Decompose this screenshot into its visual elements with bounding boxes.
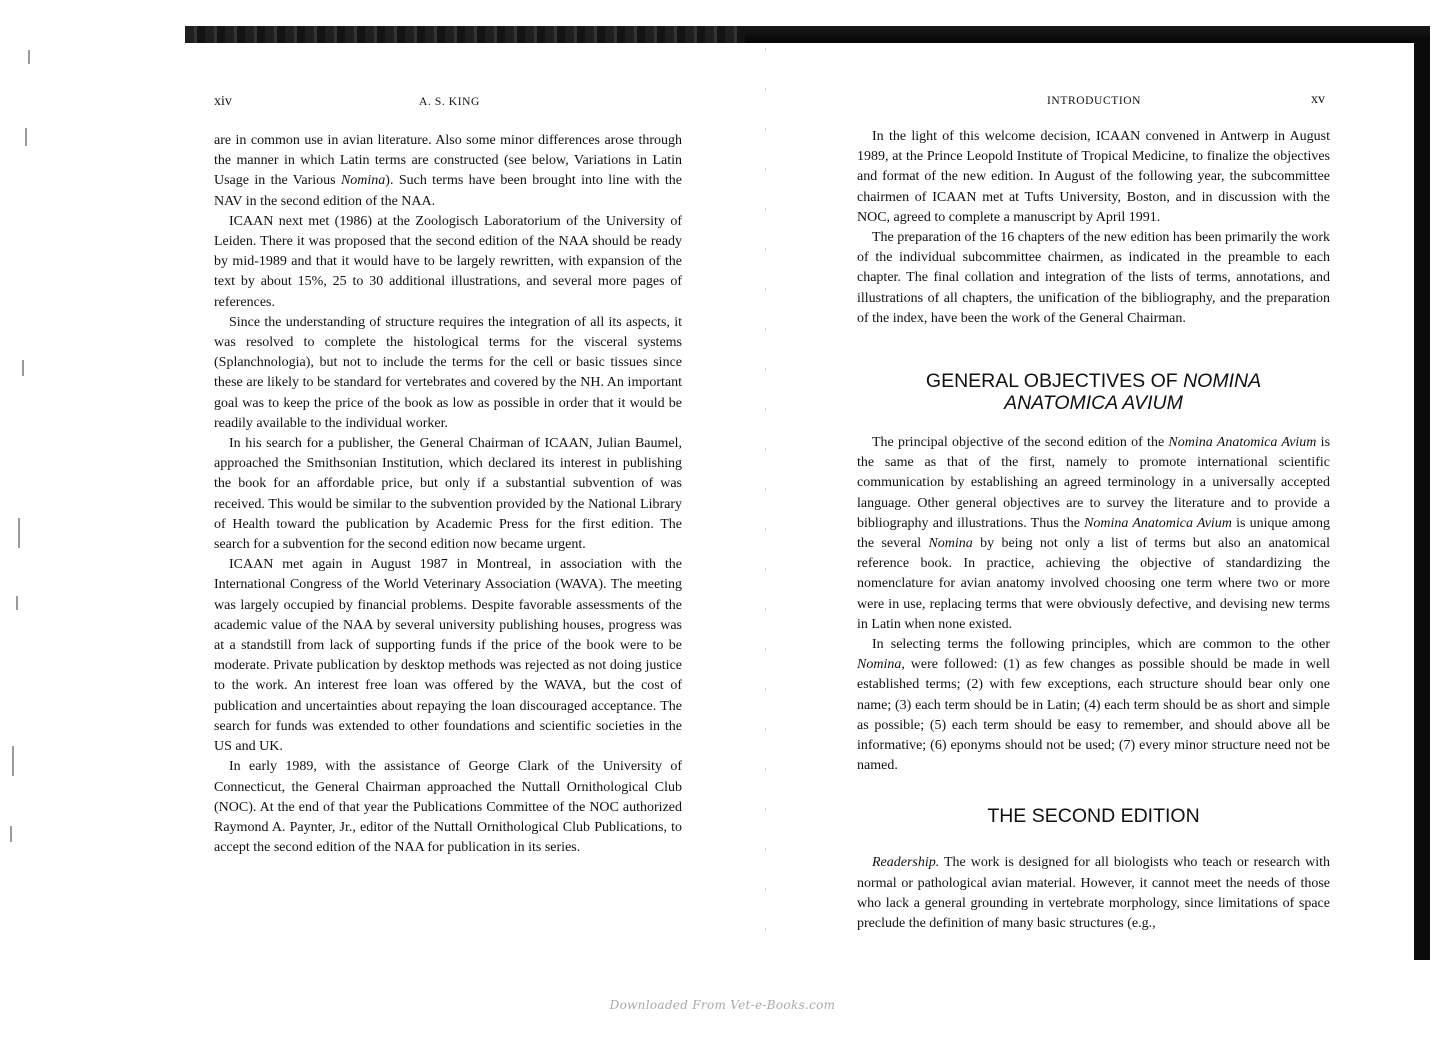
scan-speck	[25, 128, 27, 146]
heading-objectives-italic-1: NOMINA	[1183, 370, 1262, 393]
right-paragraph-3: The principal objective of the second edition of the Nomina Anatomica Avium is the same as that of the first, namely to promote international scientific communication by establishing an agreed terminology in a universally accepted language. Other general objectives are to survey the literature and to provide a bibliography and illustrations. Thus the Nomina Anatomica Avium is unique among the several Nomina by being not only a list of terms but also an anatomical reference book. In practice, achieving the objective of standardizing the nomenclature for avian anatomy involved choosing one term where two or more were in use, replacing terms that were obviously defective, and devising new terms in Latin when none existed.	[857, 435, 1331, 632]
right-paragraph-2: The preparation of the 16 chapters of the new edition has been primarily the work of the individual subcommittee chairmen, as indicated in the preamble to each chapter. The final collation and integration of the lists of terms, annotations, and illustrations of all chapters, the unification of the bibliography, and the preparation of the index, have been the work of the General Chairman.	[857, 230, 1330, 326]
readership-text: The work is designed for all biologists who teach or research with normal or pathological avian material. However, it cannot meet the needs of those who lack a general grounding in vertebrate morphology, since limitations of space preclude the definition of many basic structures (e.g.,	[857, 855, 1330, 932]
download-watermark: Downloaded From Vet-e-Books.com	[609, 998, 836, 1012]
right-page-text	[857, 127, 1330, 934]
left-paragraph-6: In early 1989, with the assistance of George Clark of the University of Connecticut, the General Chairman approached the Nuttall Ornithological Club (NOC). At the end of that year the Publications Committee of the NOC authorized Raymond A. Paynter, Jr., editor of the Nuttall Ornithological Club Publications, to accept the second edition of the NAA for publication in its series.	[214, 759, 682, 856]
left-paragraph-5: ICAAN met again in August 1987 in Montreal, in association with the International Congress of the World Veterinary Association (WAVA). The meeting was largely occupied by financial problems. Despite favorable assessments of the academic value of the NAA by several university publishing houses, progress was at a standstill from lack of supporting funds if the price of the book were to be moderate. Private publication by desktop methods was rejected as not doing justice to the work. An interest free loan was offered by the WAVA, but the cost of publication and uncertainties about repaying the loan discouraged acceptance. The search for funds was extended to other foundations and scientific societies in the US and UK.	[214, 557, 682, 755]
left-page-text	[214, 131, 682, 858]
scan-speck	[16, 596, 18, 610]
right-paragraph-4: In selecting terms the following principles, which are common to the other Nomina, were followed: (1) as few changes as possible should be made in well established terms; (2) with few exceptions, each structure should bear only one name; (3) each term should be in Latin; (4) each term should be as short and simple as possible; (5) each term should be easy to remember, and should above all be informative; (6) eponyms should not be used; (7) every minor structure need not be named.	[857, 637, 1330, 774]
scan-speck	[28, 50, 30, 64]
right-paragraph-1: In the light of this welcome decision, ICAAN convened in Antwerp in August 1989, at the Prince Leopold Institute of Tropical Medicine, to finalize the objectives and format of the new edition. In August of the following year, the subcommittee chairmen of ICAAN met at Tufts University, Boston, and in discussion with the NOC, agreed to complete a manuscript by April 1991.	[857, 129, 1330, 225]
scan-speck	[18, 518, 20, 548]
left-folio: xiv	[214, 94, 232, 109]
right-running-head: INTRODUCTION	[1047, 95, 1142, 107]
book-gutter	[765, 48, 766, 948]
scan-speck	[12, 746, 14, 776]
para-1-part-b: ). Such terms have been brought into line with the NAV in the second edition of the NAA.	[214, 173, 682, 209]
para-1-italic-nomina: Nomina	[340, 173, 386, 189]
heading-objectives-italic-2: ANATOMICA AVIUM	[1004, 392, 1183, 415]
left-running-head: A. S. KING	[419, 96, 480, 108]
left-paragraph-2: ICAAN next met (1986) at the Zoologisch Laboratorium of the University of Leiden. There it was proposed that the second edition of the NAA should be ready by mid-1989 and that it would have to be largely rewritten, with expansion of the text by about 15%, 25 to 30 additional illustrations, and several more pages of references.	[214, 213, 682, 310]
scan-right-edge-shadow	[1414, 40, 1430, 960]
heading-second-edition: THE SECOND EDITION	[987, 805, 1200, 828]
scan-speck	[22, 360, 24, 376]
heading-objectives-plain: GENERAL OBJECTIVES OF	[925, 370, 1184, 393]
right-paragraph-readership	[857, 853, 1330, 934]
left-paragraph-4: In his search for a publisher, the General Chairman of ICAAN, Julian Baumel, approached the Smithsonian Institution, which declared its interest in publishing the book for an affordable price, but only if a substantial subvention of was received. This would be similar to the subvention provided by the National Library of Health toward the publication by Academic Press for the first edition. The search for a subvention for the second edition now became urgent.	[214, 436, 682, 553]
scan-speck	[10, 826, 12, 842]
scan-top-shadow-texture	[185, 26, 745, 43]
para-1-part-a: are in common use in avian literature. Also some minor differences arose through the manner in which Latin terms are constructed (see below, Variations in Latin Usage in the Various	[214, 133, 682, 189]
right-folio: xv	[1311, 92, 1325, 107]
left-paragraph-1	[214, 131, 682, 212]
heading-general-objectives	[857, 370, 1330, 414]
readership-label: Readership.	[872, 855, 940, 871]
left-paragraph-3: Since the understanding of structure requires the integration of all its aspects, it was resolved to complete the histological terms for the visceral systems (Splanchnologia), but not to include the terms for the cell or basic tissues since these are likely to be standard for vertebrates and covered by the NH. An important goal was to keep the price of the book as low as possible in order that it would be readily available to the individual worker.	[214, 314, 682, 431]
